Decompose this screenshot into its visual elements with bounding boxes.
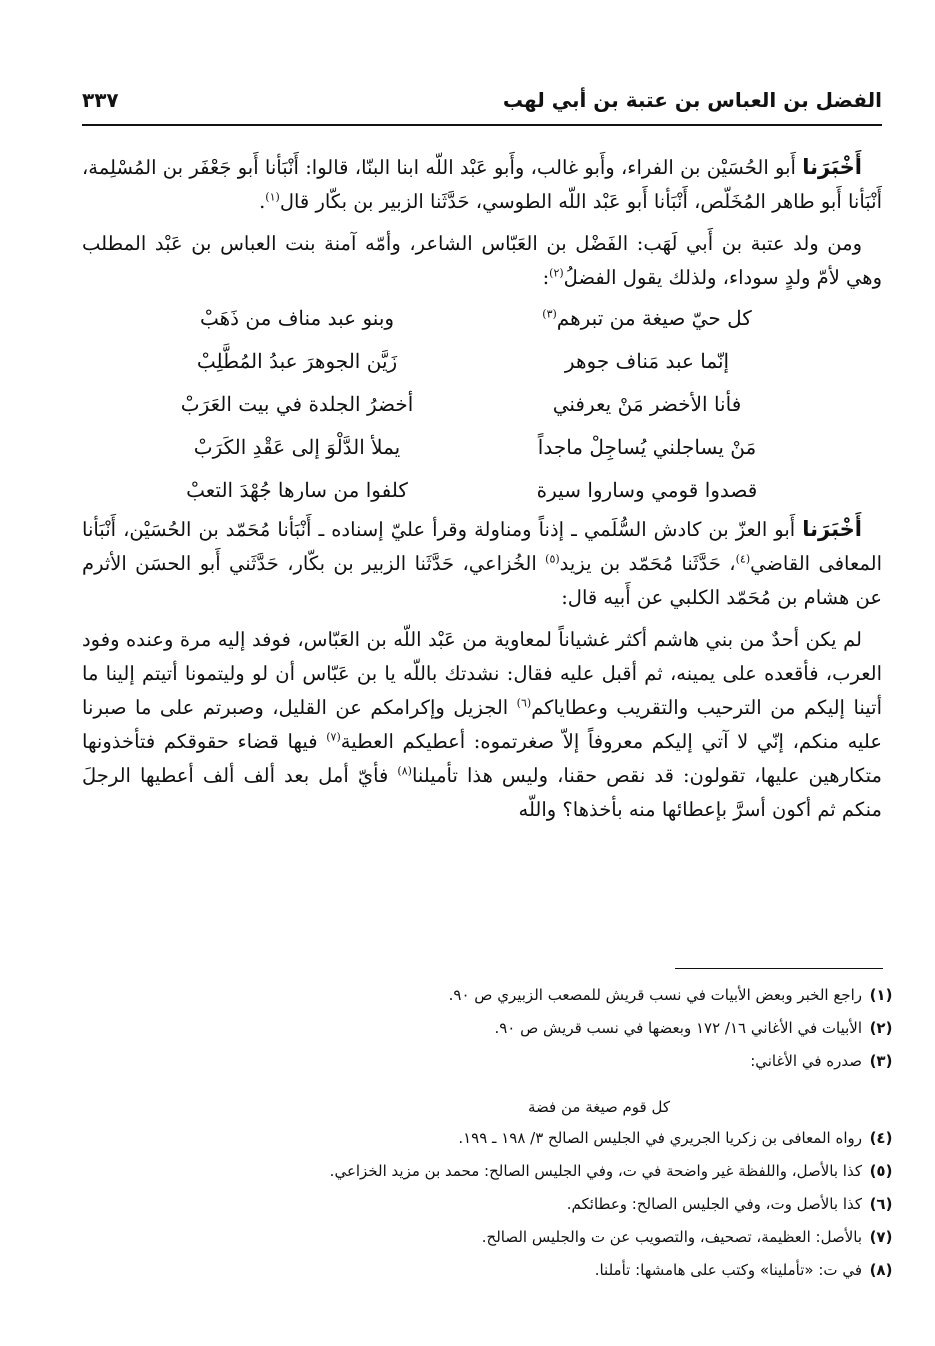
footnote	[82, 1261, 900, 1294]
keyword-akhbarana: أَخْبَرَنا	[802, 517, 863, 541]
paragraph-text: أَبو الحُسَيْن بن الفراء، وأَبو غالب، وأَبو عَبْد اللّه ابنا البنّا، قالوا: أَنْبَأنا أَبو جَعْفَر بن المُسْلِمة، أَنْبَأنا أَبو طاهر المُخَلّص، أَنْبَأنا أَبو عَبْد اللّه الطوسي، حَدَّثَنا الزبير بن بكّار قال	[82, 156, 882, 213]
footnote-separator	[675, 968, 883, 969]
second-hemistich: أخضرُ الجلدة في بيت العَرَبْ	[180, 392, 414, 416]
first-hemistich: مَنْ يساجلني يُساجِلْ ماجداً	[537, 435, 757, 459]
page-header	[82, 82, 882, 122]
footnote-ref: (٧)	[326, 730, 341, 744]
footnote-number: (٥)	[869, 1162, 893, 1180]
first-hemistich	[512, 297, 782, 340]
paragraph-text: الخُزاعي، حَدَّثَنا الزبير بن بكّار، حَدَّثَني أَبو الحسَن الأثرم عن هشام بن مُحَمّد الكلبي عن أَبيه قال:	[82, 552, 882, 609]
paragraph-1	[82, 150, 882, 219]
first-hemistich: فأنا الأخضر مَنْ يعرفني	[552, 392, 742, 416]
footnote-ref: (٥)	[545, 552, 560, 566]
footnote-text: بالأصل: العظيمة، تصحيف، والتصويب عن ت والجليس الصالح.	[481, 1228, 862, 1246]
paragraph-4	[82, 623, 882, 827]
paragraph-text: فيها قضاء حقوقكم فتأخذونها متكارهين عليها، تقولون: قد نقص حقنا، وليس هذا تأميلنا	[82, 730, 882, 787]
footnote-ref: (٤)	[735, 552, 751, 566]
paragraph-text: فأيّ أمل بعد ألف ألف أعطيها الرجلَ منكم ثم أكون أسرَّ بإعطائها منه بأخذها؟ واللّه	[82, 764, 882, 821]
poem-verse	[82, 297, 882, 340]
header-rule	[82, 124, 882, 126]
footnote-number: (٨)	[869, 1261, 893, 1279]
paragraph-2	[82, 227, 882, 295]
second-hemistich: وبنو عبد مناف من ذَهَبْ	[199, 306, 395, 330]
second-hemistich: يملأ الدَّلْوَ إلى عَقْدِ الكَرَبْ	[193, 435, 401, 459]
footnote	[82, 986, 900, 1019]
paragraph-text: أَبو العزّ بن كادش السُّلَمي ـ إذناً ومناولة وقرأ عليّ إسناده ـ أَنْبَأنا مُحَمّد بن الحُسَيْن، أَنْبَأنا المعافى القاضي	[82, 518, 882, 575]
footnote-text: راجع الخبر وبعض الأبيات في نسب قريش للمصعب الزبيري ص ٩٠.	[448, 986, 862, 1004]
footnote	[82, 1162, 900, 1195]
footnote-text: كذا بالأصل، واللفظة غير واضحة في ت، وفي الجليس الصالح: محمد بن مزيد الخزاعي.	[329, 1162, 862, 1180]
paragraph-text: ومن ولد عتبة بن أَبي لَهَب: الفَضْل بن العَبّاس الشاعر، وأمّه آمنة بنت العباس بن عَبْد المطلب وهي لأمّ ولدٍ سوداء، ولذلك يقول الفضلُ	[82, 232, 882, 289]
footnote	[82, 1052, 900, 1085]
second-hemistich: كلفوا من سارها جُهْدَ التعبْ	[186, 478, 408, 502]
footnote-verse: كل قوم صيغة من فضة	[528, 1098, 670, 1116]
footnotes	[82, 986, 900, 1294]
paragraph-text: الجزيل وإكرامكم عن القليل، وصبرتم على ما صبرنا عليه منكم، إنّي لا آتي إليكم معروفاً إلاّ صغرتموه: أعطيكم العطية	[82, 696, 882, 753]
first-hemistich: قصدوا قومي وساروا سيرة	[536, 478, 758, 502]
keyword-akhbarana: أَخْبَرَنا	[802, 155, 862, 179]
punctuation: :	[542, 266, 550, 289]
poem-verse	[82, 340, 882, 383]
paragraph-3	[82, 512, 882, 615]
footnote-number: (٤)	[869, 1129, 893, 1147]
poem-verse	[82, 469, 882, 512]
footnote-text: في ت: «تأملينا» وكتب على هامشها: تأملنا.	[594, 1261, 862, 1279]
footnote	[82, 1019, 900, 1052]
footnote-number: (٦)	[869, 1195, 893, 1213]
footnote-text: كذا بالأصل وت، وفي الجليس الصالح: وعطائكم.	[566, 1195, 862, 1213]
running-title: الفضل بن العباس بن عتبة بن أبي لهب	[502, 88, 882, 112]
footnote-number: (١)	[869, 986, 893, 1004]
first-hemistich: إنّما عبد مَناف جوهر	[564, 349, 730, 373]
footnote-number: (٧)	[869, 1228, 893, 1246]
footnote-number: (٣)	[869, 1052, 893, 1070]
footnote-ref: (٢)	[549, 266, 564, 280]
poem	[82, 297, 882, 512]
footnote	[82, 1195, 900, 1228]
footnote-text: الأبيات في الأغاني ١٦/ ١٧٢ وبعضها في نسب قريش ص ٩٠.	[494, 1019, 862, 1037]
second-hemistich: زَيَّن الجوهرَ عبدُ المُطَّلِبْ	[196, 349, 398, 373]
poem-verse	[82, 383, 882, 426]
footnote-number: (٢)	[869, 1019, 893, 1037]
footnote	[82, 1228, 900, 1261]
hemistich-text: كل حيّ صيغة من تبرهم	[556, 306, 752, 330]
paragraph-text: لم يكن أحدٌ من بني هاشم أكثر غشياناً لمعاوية من عَبْد اللّه بن العَبّاس، فوفد إليه مرة وعنده وفود العرب، فأقعده على يمينه، ثم أقبل عليه فقال: نشدتك باللّه يا بن عَبّاس أن لو وليتمونا أتيتم إلينا ما أتينا إليكم من الترحيب والتقريب وعطاياكم	[82, 628, 882, 719]
punctuation: .	[259, 190, 266, 213]
poem-verse	[82, 426, 882, 469]
paragraph-text: ، حَدَّثَنا مُحَمّد بن يزيد	[559, 552, 736, 575]
footnote-text: صدره في الأغاني:	[750, 1052, 862, 1070]
footnote-ref: (٣)	[542, 307, 557, 321]
main-text	[82, 150, 882, 827]
footnote-ref: (١)	[265, 190, 280, 204]
footnote-text: رواه المعافى بن زكريا الجريري في الجليس الصالح ٣/ ١٩٨ ـ ١٩٩.	[458, 1129, 862, 1147]
footnote-ref: (٨)	[397, 764, 412, 778]
page-number: ٣٣٧	[82, 88, 119, 112]
footnote-ref: (٦)	[516, 696, 532, 710]
footnote	[82, 1129, 900, 1162]
